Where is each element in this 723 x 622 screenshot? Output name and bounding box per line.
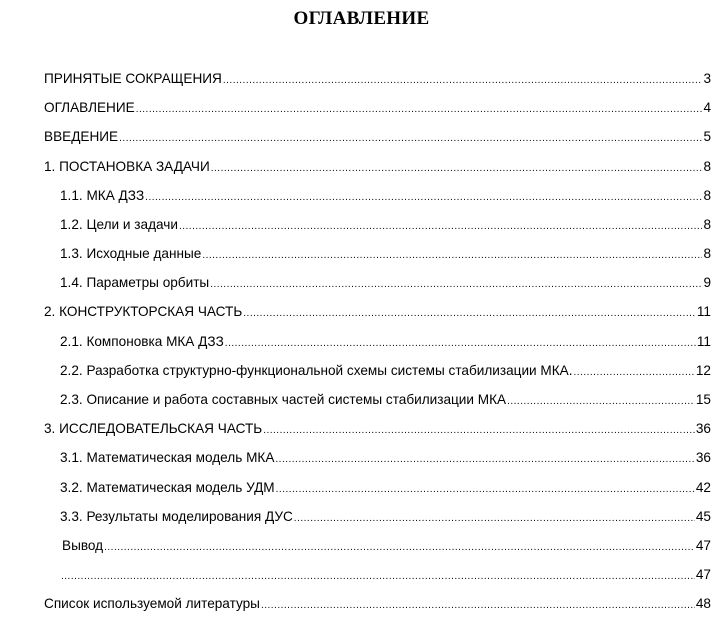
toc-entry-title: ВВЕДЕНИЕ xyxy=(44,129,119,144)
toc-entry-title: ОГЛАВЛЕНИЕ xyxy=(44,100,135,115)
toc-dot-leader xyxy=(275,450,694,470)
toc-entry-page-number: 36 xyxy=(695,450,711,465)
toc-dot-leader xyxy=(276,480,695,500)
toc-entry-title: 1.4. Параметры орбиты xyxy=(60,275,210,290)
toc-dot-leader xyxy=(507,392,695,412)
toc-dot-leader xyxy=(61,567,695,587)
toc-entry[interactable] xyxy=(44,594,711,614)
toc-entry[interactable] xyxy=(60,390,711,410)
toc-entry-page-number: 4 xyxy=(703,100,711,115)
page-title: ОГЛАВЛЕНИЕ xyxy=(293,8,430,29)
toc-entry-page-number: 45 xyxy=(695,509,711,524)
toc-entry-page-number: 47 xyxy=(695,538,711,553)
toc-entry-page-number: 12 xyxy=(695,363,711,378)
toc-entry-title: 1.1. МКА ДЗЗ xyxy=(60,188,145,203)
toc-dot-leader xyxy=(145,188,702,208)
toc-dot-leader xyxy=(202,246,702,266)
toc-entry-title: 3. ИССЛЕДОВАТЕЛЬСКАЯ ЧАСТЬ xyxy=(44,421,263,436)
toc-entry-page-number: 11 xyxy=(696,334,711,349)
toc-dot-leader xyxy=(243,304,696,324)
toc-entry-title: 2. КОНСТРУКТОРСКАЯ ЧАСТЬ xyxy=(44,304,243,319)
toc-entry-page-number: 8 xyxy=(703,217,711,232)
toc-entry-title: 2.3. Описание и работа составных частей системы стабилизации МКА xyxy=(60,392,507,407)
toc-entry-page-number: 48 xyxy=(695,596,711,611)
toc-dot-leader xyxy=(179,217,702,237)
toc-entry-title: Список используемой литературы xyxy=(44,596,260,611)
toc-entry-title: 1.3. Исходные данные xyxy=(60,246,202,261)
toc-entry-page-number: 5 xyxy=(703,129,711,144)
toc-entry-page-number: 11 xyxy=(696,304,711,319)
toc-entry[interactable] xyxy=(62,536,711,556)
toc-dot-leader xyxy=(211,159,703,179)
toc-entry-title: 3.1. Математическая модель МКА xyxy=(60,450,275,465)
toc-entry-page-number: 8 xyxy=(703,159,711,174)
toc-entry[interactable] xyxy=(60,448,711,468)
toc-entry[interactable] xyxy=(44,302,711,322)
toc-entry-page-number: 8 xyxy=(703,188,711,203)
toc-entry-page-number: 42 xyxy=(695,480,711,495)
toc-entry[interactable] xyxy=(60,244,711,264)
toc-dot-leader xyxy=(136,100,703,120)
toc-entry[interactable] xyxy=(60,507,711,527)
toc-entry[interactable] xyxy=(44,98,711,118)
toc-entry[interactable] xyxy=(60,361,711,381)
toc-entry-title: 2.2. Разработка структурно-функциональной схемы системы стабилизации МКА. xyxy=(60,363,573,378)
toc-entry[interactable] xyxy=(60,478,711,498)
toc-entry-page-number: 9 xyxy=(703,275,711,290)
toc-dot-leader xyxy=(225,334,696,354)
toc-dot-leader xyxy=(261,596,695,616)
toc-dot-leader xyxy=(294,509,695,529)
toc-dot-leader xyxy=(104,538,695,558)
toc-entry[interactable] xyxy=(44,157,711,177)
toc-entry-title: ПРИНЯТЫЕ СОКРАЩЕНИЯ xyxy=(44,71,222,86)
toc-dot-leader xyxy=(223,71,703,91)
toc-entry-page-number: 8 xyxy=(703,246,711,261)
toc-entry[interactable] xyxy=(44,419,711,439)
toc-entry[interactable] xyxy=(60,215,711,235)
toc-dot-leader xyxy=(574,363,695,383)
toc-entry-title: Вывод xyxy=(62,538,104,553)
toc-entry-page-number: 3 xyxy=(703,71,711,86)
toc-entry-title: 3.2. Математическая модель УДМ xyxy=(60,480,275,495)
toc-entry[interactable] xyxy=(60,332,711,352)
toc-entry-title: 2.1. Компоновка МКА ДЗЗ xyxy=(60,334,224,349)
toc-entry-page-number: 15 xyxy=(695,392,711,407)
toc-entry[interactable] xyxy=(60,565,711,585)
toc-entry-page-number: 47 xyxy=(695,567,711,582)
toc-dot-leader xyxy=(263,421,695,441)
toc-entry-title: 3.3. Результаты моделирования ДУС xyxy=(60,509,293,524)
toc-entry-title: 1. ПОСТАНОВКА ЗАДАЧИ xyxy=(44,159,210,174)
toc-entry-title: 1.2. Цели и задачи xyxy=(60,217,178,232)
toc-dot-leader xyxy=(210,275,702,295)
toc-entry[interactable] xyxy=(60,186,711,206)
toc-entry[interactable] xyxy=(44,69,711,89)
toc-entry[interactable] xyxy=(60,273,711,293)
toc-entry-page-number: 36 xyxy=(695,421,711,436)
toc-dot-leader xyxy=(119,129,702,149)
toc-entry[interactable] xyxy=(44,127,711,147)
